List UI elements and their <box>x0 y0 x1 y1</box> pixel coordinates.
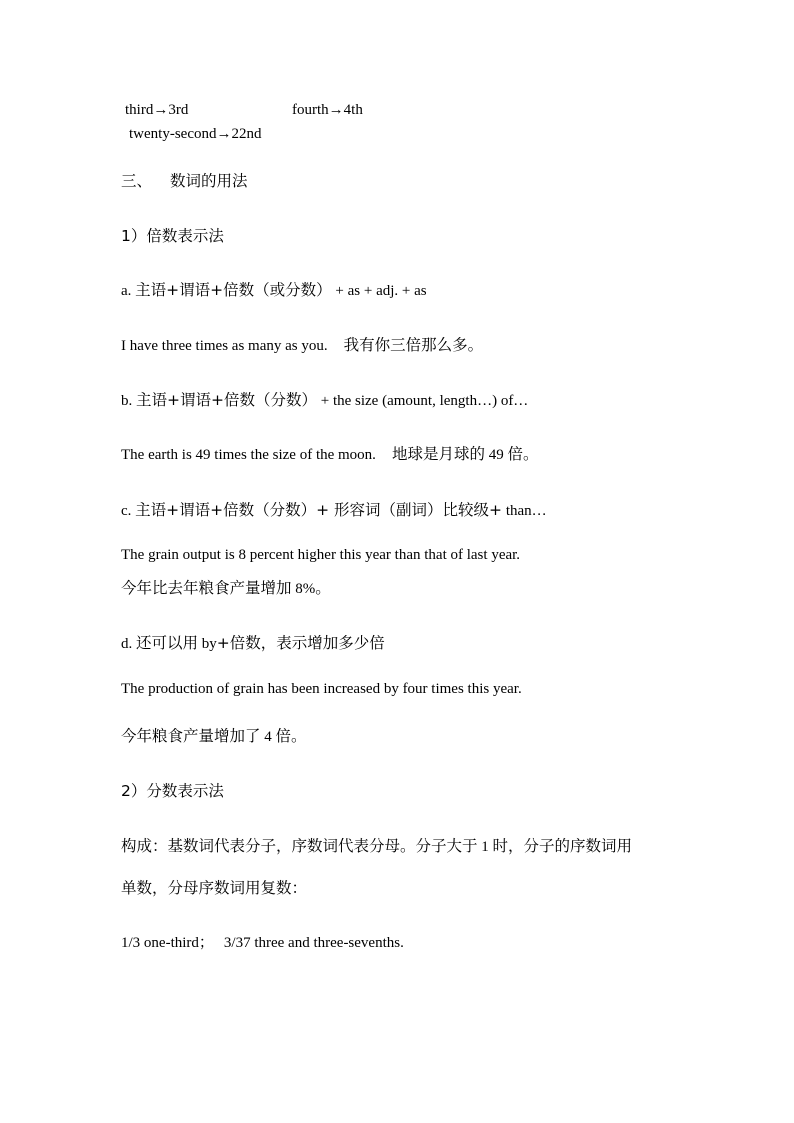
ordinal-third: third→3rd <box>125 102 189 118</box>
pattern-b <box>121 390 528 411</box>
fractions-rule-num: 1 <box>481 839 489 855</box>
example-a-cn: 我有你三倍那么多。 <box>343 336 484 354</box>
example-a-en: I have three times as many as you. <box>121 338 328 354</box>
fractions-rule-1b: 时，分子的序数词用 <box>492 837 633 855</box>
example-b-cn-1: 地球是月球的 <box>391 445 485 463</box>
pattern-c-en: than… <box>505 503 547 519</box>
fractions-example <box>121 933 404 953</box>
example-c-cn <box>121 578 331 599</box>
pattern-a-marker: a. <box>121 283 132 299</box>
pattern-d <box>121 633 385 654</box>
pattern-a-cn: 主语+谓语+倍数（或分数） <box>135 281 332 299</box>
pattern-d-cn-2: +倍数，表示增加多少倍 <box>216 634 385 652</box>
fractions-rule-line-1 <box>121 836 632 857</box>
pattern-d-cn-1: 还可以用 <box>136 634 199 652</box>
fractions-rule-1a: 构成：基数词代表分子，序数词代表分母。分子大于 <box>121 837 478 855</box>
pattern-d-marker: d. <box>121 636 133 652</box>
pattern-d-en: by <box>201 636 217 652</box>
fractions-rule-line-2: 单数，分母序数词用复数： <box>121 879 308 897</box>
ordinal-fourth: fourth→4th <box>292 102 363 118</box>
pattern-b-cn: 主语+谓语+倍数（分数） <box>136 391 317 409</box>
example-b-cn-2: 倍。 <box>507 445 539 463</box>
example-d-cn <box>121 726 307 747</box>
example-c-num: 8% <box>295 581 316 597</box>
fractions-heading: 2）分数表示法 <box>121 782 224 800</box>
example-b-num: 49 <box>488 447 504 463</box>
pattern-b-en: + the size (amount, length…) of… <box>320 393 529 409</box>
example-b <box>121 444 538 465</box>
example-d-cn-1: 今年粮食产量增加了 <box>121 727 261 745</box>
pattern-c-marker: c. <box>121 503 132 519</box>
section-3-heading <box>121 171 248 191</box>
example-d-num: 4 <box>264 729 272 745</box>
example-c-cn-2: 。 <box>315 579 331 597</box>
pattern-a <box>121 280 427 301</box>
example-c-cn-1: 今年比去年粮食产量增加 <box>121 579 292 597</box>
example-b-en: The earth is 49 times the size of the moon. <box>121 447 376 463</box>
pattern-c <box>121 500 547 521</box>
example-c-en: The grain output is 8 percent higher this year than that of last year. <box>121 547 521 563</box>
section-title: 数词的用法 <box>170 172 248 190</box>
multiples-heading: 1）倍数表示法 <box>121 227 224 245</box>
ordinal-twenty-second: twenty-second→22nd <box>129 126 262 142</box>
fractions-example-1: 1/3 one-third； <box>121 935 214 951</box>
pattern-c-cn: 主语+谓语+倍数（分数）+ 形容词（副词）比较级+ <box>135 501 503 519</box>
example-d-en: The production of grain has been increased by four times this year. <box>121 681 522 697</box>
section-number: 三、 <box>121 172 153 190</box>
pattern-a-en: + as + adj. + as <box>335 283 427 299</box>
pattern-b-marker: b. <box>121 393 133 409</box>
example-a <box>121 335 483 356</box>
fractions-example-2: 3/37 three and three-sevenths. <box>223 935 404 951</box>
example-d-cn-2: 倍。 <box>275 727 307 745</box>
